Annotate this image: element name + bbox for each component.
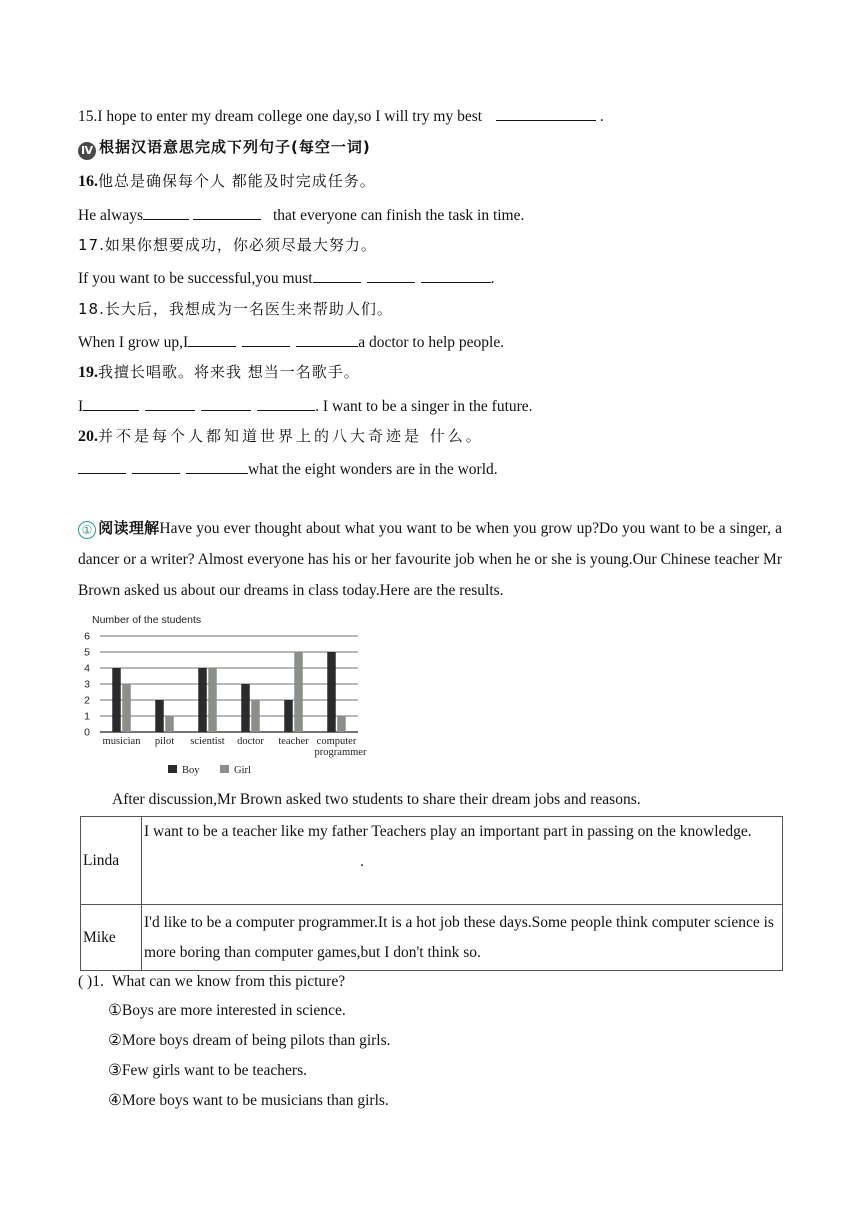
x-tick-label: programmer — [314, 747, 367, 758]
y-tick-label: 4 — [84, 662, 90, 675]
y-tick-label: 6 — [84, 630, 90, 643]
bar-boy — [155, 700, 164, 732]
x-tick-label: pilot — [154, 736, 175, 747]
answer-blank[interactable] — [83, 395, 139, 411]
legend-label: Girl — [234, 765, 251, 776]
answer-blank[interactable] — [186, 458, 248, 474]
question-15: 15.I hope to enter my dream college one day,so I will try my best . — [78, 105, 604, 127]
y-tick-label: 0 — [84, 726, 90, 739]
question-19-cn: 19.我擅长唱歌。将来我 想当一名歌手。 — [78, 363, 360, 381]
answer-blank[interactable] — [242, 331, 290, 347]
bar-girl — [294, 652, 303, 732]
answer-blank[interactable] — [145, 395, 195, 411]
question-1: ( )1. What can we know from this picture? — [78, 973, 346, 990]
legend-swatch — [168, 765, 177, 773]
answer-blank[interactable] — [201, 395, 251, 411]
student-reason: I'd like to be a computer programmer.It is a hot job these days.Some people think computer science is more boring than computer games,but I don't think so. — [142, 905, 783, 971]
y-tick-label: 5 — [84, 646, 90, 659]
section-number-badge: Ⅳ — [78, 142, 96, 160]
question-16-en: He always that everyone can finish the task in time. — [78, 204, 524, 226]
legend-swatch — [220, 765, 229, 773]
option-3[interactable]: ③Few girls want to be teachers. — [108, 1062, 307, 1079]
x-tick-label: teacher — [278, 736, 309, 747]
option-2[interactable]: ②More boys dream of being pilots than girls. — [108, 1032, 391, 1049]
bar-boy — [241, 684, 250, 732]
bar-girl — [165, 716, 174, 732]
bar-boy — [198, 668, 207, 732]
question-18-en: When I grow up,I a doctor to help people. — [78, 331, 504, 353]
question-17-cn: 17.如果你想要成功，你必须尽最大努力。 — [78, 236, 377, 254]
question-18-cn: 18.长大后，我想成为一名医生来帮助人们。 — [78, 300, 393, 318]
bar-girl — [122, 684, 131, 732]
answer-blank[interactable] — [143, 204, 189, 220]
question-19-en: I . I want to be a singer in the future. — [78, 395, 533, 417]
bar-boy — [284, 700, 293, 732]
x-tick-label: scientist — [190, 736, 225, 747]
student-reason: I want to be a teacher like my father Teachers play an important part in passing on the knowledge.. — [142, 817, 783, 905]
option-4[interactable]: ④More boys want to be musicians than girls. — [108, 1092, 389, 1109]
bar-boy — [327, 652, 336, 732]
section-4-heading: Ⅳ 根据汉语意思完成下列句子(每空一词) — [78, 137, 371, 160]
question-20-cn: 20.并不是每个人都知道世界上的八大奇迹是 什么。 — [78, 427, 484, 445]
answer-blank[interactable] — [193, 204, 261, 220]
answer-blank[interactable] — [78, 458, 126, 474]
bar-boy — [112, 668, 121, 732]
answer-blank[interactable] — [132, 458, 180, 474]
answer-blank[interactable] — [367, 267, 415, 283]
reading-passage: ① 阅读理解Have you ever thought about what you want to be when you grow up?Do you want to be a singer, a dancer or a writer? Almost everyone has his or her favourite job when he or she is young.Our Chinese teacher Mr Brown asked us about our dreams in class today.Here are the results. — [78, 519, 782, 599]
answer-blank[interactable] — [313, 267, 361, 283]
answer-blank[interactable] — [257, 395, 315, 411]
x-tick-label: doctor — [237, 736, 264, 747]
answer-blank[interactable] — [496, 105, 596, 121]
answer-blank[interactable] — [296, 331, 358, 347]
legend-label: Boy — [182, 765, 200, 776]
dream-jobs-bar-chart — [80, 610, 390, 778]
table-row — [81, 905, 783, 971]
y-tick-label: 1 — [84, 710, 90, 723]
dream-jobs-table — [80, 816, 783, 971]
question-16-cn: 16.他总是确保每个人 都能及时完成任务。 — [78, 172, 376, 190]
y-axis-label: Number of the students — [92, 614, 202, 626]
student-name: Linda — [81, 817, 142, 905]
bar-girl — [251, 700, 260, 732]
table-row — [81, 817, 783, 905]
question-17-en: If you want to be successful,you must . — [78, 267, 495, 289]
y-tick-label: 3 — [84, 678, 90, 691]
reading-marker: ① — [78, 521, 96, 539]
bar-girl — [208, 668, 217, 732]
after-discussion-text: After discussion,Mr Brown asked two students to share their dream jobs and reasons. — [112, 791, 641, 808]
answer-blank[interactable] — [188, 331, 236, 347]
bar-girl — [337, 716, 346, 732]
y-tick-label: 2 — [84, 694, 90, 707]
x-tick-label: computer — [316, 736, 357, 747]
x-tick-label: musician — [102, 736, 141, 747]
student-name: Mike — [81, 905, 142, 971]
reading-heading: 阅读理解 — [98, 519, 160, 537]
question-20-en: what the eight wonders are in the world. — [78, 458, 498, 480]
answer-blank[interactable] — [421, 267, 491, 283]
option-1[interactable]: ①Boys are more interested in science. — [108, 1002, 346, 1019]
